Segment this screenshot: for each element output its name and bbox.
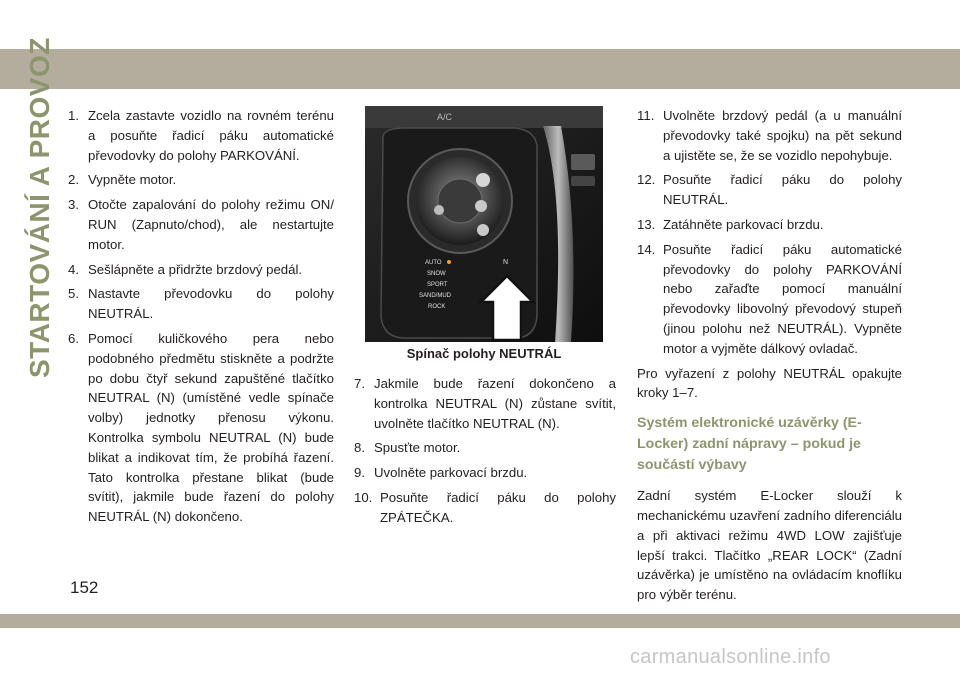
list-item bbox=[68, 329, 334, 527]
column-3 bbox=[637, 106, 902, 611]
item-text: Sešlápněte a přidržte brzdový pedál. bbox=[88, 261, 303, 277]
item-text: Posuňte řadicí páku do polohy ZPÁTEČKA. bbox=[380, 489, 616, 525]
column-1 bbox=[68, 106, 334, 532]
list-item bbox=[68, 260, 334, 280]
item-text: Pomocí kuličkového pera nebo podobného předmětu stiskněte a podržte po dobu čtyř sekund zapuštěné tlačítko NEUTRAL (N) (umístěné vedle spínače volby) jednotky přenosu výkonu. Kontrolka symbolu NEUTRAL (N) bude blikat a indikovat tím, že probíhá řazení. Tato kontrolka přestane blikat (bude svítit), jakmile bude řazení do polohy NEUTRÁL (N) dokončeno. bbox=[88, 330, 334, 525]
item-text: Zatáhněte parkovací brzdu. bbox=[663, 216, 824, 232]
list-item bbox=[354, 374, 616, 433]
list-item bbox=[637, 106, 902, 165]
item-number: 6. bbox=[68, 330, 79, 346]
item-number: 14. bbox=[637, 241, 656, 257]
list-item bbox=[68, 170, 334, 190]
item-number: 9. bbox=[354, 465, 365, 481]
mode-snow-label: SNOW bbox=[427, 271, 446, 277]
mode-auto-label: AUTO bbox=[425, 260, 442, 266]
item-number: 10. bbox=[354, 489, 373, 505]
neutral-n-label: N bbox=[503, 259, 509, 266]
item-number: 12. bbox=[637, 172, 656, 188]
mode-sport-label: SPORT bbox=[427, 282, 448, 288]
item-number: 4. bbox=[68, 261, 79, 277]
list-item bbox=[68, 195, 334, 254]
ac-label: A/C bbox=[437, 112, 453, 122]
mode-rock-label: ROCK bbox=[428, 304, 446, 310]
usb-port-icon bbox=[571, 154, 595, 170]
section-heading: Systém elektronické uzávěrky (E-Locker) zadní nápravy – pokud je součástí výbavy bbox=[637, 415, 862, 474]
list-item bbox=[68, 284, 334, 324]
list-item bbox=[354, 438, 616, 458]
item-number: 3. bbox=[68, 197, 79, 213]
list-item bbox=[354, 488, 616, 528]
item-text: Uvolněte parkovací brzdu. bbox=[374, 465, 528, 481]
list-item bbox=[637, 240, 902, 359]
section-tab bbox=[22, 37, 62, 380]
item-text: Nastavte převodovku do polohy NEUTRÁL. bbox=[88, 286, 334, 322]
item-text: Posuňte řadicí páku do polohy NEUTRÁL. bbox=[663, 172, 902, 208]
column-2 bbox=[354, 374, 616, 533]
item-number: 7. bbox=[354, 376, 365, 391]
item-text: Posuňte řadicí páku automatické převodovky do polohy PARKOVÁNÍ nebo zařaďte pomocí manuální převodovky libovolný převodový stupeň (jinou polohu než NEUTRÁL). Vypněte motor a vyjměte dálkový ovladač. bbox=[663, 241, 902, 356]
section-title: STARTOVÁNÍ A PROVOZ bbox=[24, 37, 55, 378]
list-item bbox=[637, 170, 902, 210]
footer-band bbox=[0, 614, 960, 628]
mode-sand-mud-label: SAND/MUD bbox=[419, 293, 452, 299]
item-number: 8. bbox=[354, 440, 365, 456]
figure-caption: Spínač polohy NEUTRÁL bbox=[406, 346, 562, 361]
paragraph-e-locker: Zadní systém E-Locker slouží k mechanickému uzavření zadního diferenciálu a při aktivaci režimu 4WD LOW zajišťuje lepší trakci. Tlačítko „REAR LOCK“ (Zadní uzávěrka) je umístěno na ovládacím knoflíku pro výběr terénu. bbox=[637, 488, 902, 603]
item-text: Otočte zapalování do polohy režimu ON/ RUN (Zapnuto/chod), ale nestartujte motor. bbox=[88, 197, 334, 252]
list-item bbox=[354, 463, 616, 483]
item-text: Zcela zastavte vozidlo na rovném terénu a posuňte řadicí páku automatické převodovky do polohy PARKOVÁNÍ. bbox=[88, 108, 334, 163]
page-number: 152 bbox=[70, 578, 99, 597]
item-number: 5. bbox=[68, 286, 79, 302]
paragraph-repeat-steps: Pro vyřazení z polohy NEUTRÁL opakujte kroky 1–7. bbox=[637, 365, 902, 401]
item-number: 13. bbox=[637, 216, 656, 232]
item-text: Jakmile bude řazení dokončeno a kontrolka NEUTRAL (N) zůstane svítit, uvolněte tlačítko NEUTRAL (N). bbox=[374, 376, 616, 431]
list-item bbox=[637, 215, 902, 235]
list-item bbox=[68, 106, 334, 165]
watermark: carmanualsonline.info bbox=[630, 646, 831, 668]
item-text: Uvolněte brzdový pedál (a u manuální převodovky také spojku) na pět sekund a ujistěte se, že se vozidlo nepohybuje. bbox=[663, 108, 902, 163]
item-number: 1. bbox=[68, 108, 79, 123]
item-text: Spusťte motor. bbox=[374, 440, 461, 456]
header-divider bbox=[0, 89, 960, 92]
item-text: Vypněte motor. bbox=[88, 172, 177, 188]
header-band bbox=[0, 49, 960, 89]
item-number: 11. bbox=[637, 108, 655, 123]
item-number: 2. bbox=[68, 172, 79, 188]
auto-indicator bbox=[447, 260, 451, 264]
neutral-switch-photo bbox=[365, 106, 603, 342]
